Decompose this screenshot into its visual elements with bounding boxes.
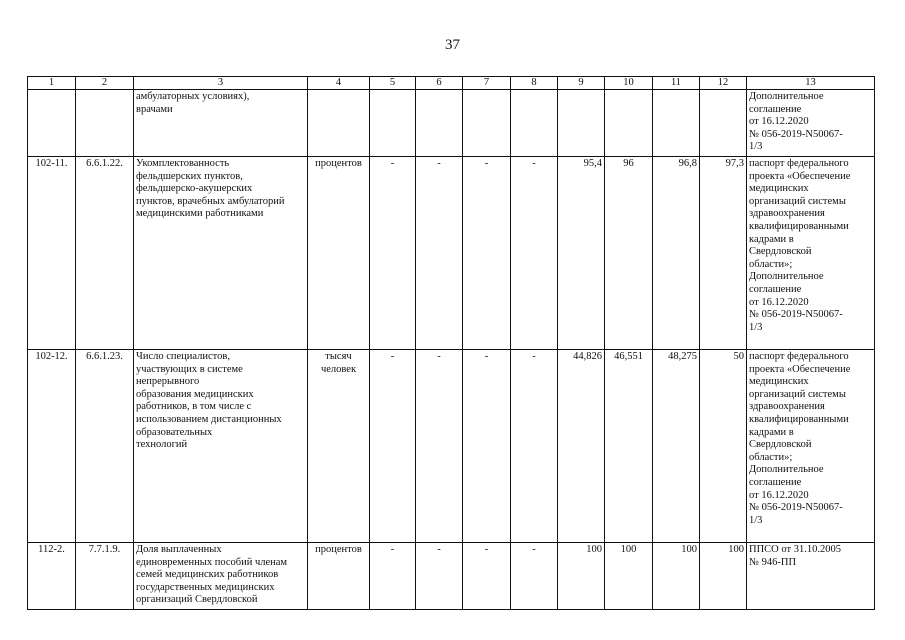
column-header: 10 — [605, 77, 653, 90]
value-cell: - — [511, 543, 558, 610]
indicator-name: Доля выплаченных единовременных пособий членам семей медицинских работников государственных медицинских организаций Свердловской — [134, 543, 308, 610]
column-header: 1 — [28, 77, 76, 90]
source-document: паспорт федерального проекта «Обеспечение медицинских организаций системы здравоохранения квалифицированными кадрами в Свердловской области»; Дополнительное соглашение от 16.12.2020 № 056-2019-N50067- 1/3 — [747, 157, 875, 350]
unit: процентов — [308, 157, 370, 350]
indicator-code — [76, 90, 134, 157]
indicator-code: 6.6.1.22. — [76, 157, 134, 350]
indicator-name: Укомплектованность фельдшерских пунктов, фельдшерско-акушерских пунктов, врачебных амбулаторий медицинскими работниками — [134, 157, 308, 350]
value-cell: - — [370, 543, 416, 610]
value-cell — [511, 90, 558, 157]
value-cell: - — [463, 157, 511, 350]
table-row — [28, 157, 875, 350]
column-header: 3 — [134, 77, 308, 90]
column-header: 6 — [416, 77, 463, 90]
source-document: Дополнительное соглашение от 16.12.2020 № 056-2019-N50067- 1/3 — [747, 90, 875, 157]
value-cell: - — [511, 157, 558, 350]
value-cell — [605, 90, 653, 157]
unit: процентов — [308, 543, 370, 610]
value-cell — [416, 90, 463, 157]
column-header: 8 — [511, 77, 558, 90]
row-number: 102-12. — [28, 350, 76, 543]
indicator-code: 6.6.1.23. — [76, 350, 134, 543]
value-cell: - — [416, 350, 463, 543]
value-cell: 97,3 — [700, 157, 747, 350]
table-header-row — [28, 77, 875, 90]
value-cell: - — [416, 157, 463, 350]
value-cell: - — [463, 543, 511, 610]
source-document: ППСО от 31.10.2005 № 946-ПП — [747, 543, 875, 610]
column-header: 12 — [700, 77, 747, 90]
value-cell: - — [463, 350, 511, 543]
value-cell — [558, 90, 605, 157]
value-cell: - — [511, 350, 558, 543]
column-header: 2 — [76, 77, 134, 90]
table-row — [28, 90, 875, 157]
value-cell: 96,8 — [653, 157, 700, 350]
value-cell: 46,551 — [605, 350, 653, 543]
row-number: 102-11. — [28, 157, 76, 350]
indicator-code: 7.7.1.9. — [76, 543, 134, 610]
table-row — [28, 543, 875, 610]
value-cell: 50 — [700, 350, 747, 543]
column-header: 7 — [463, 77, 511, 90]
value-cell: 48,275 — [653, 350, 700, 543]
value-cell: 100 — [700, 543, 747, 610]
row-number: 112-2. — [28, 543, 76, 610]
value-cell: 44,826 — [558, 350, 605, 543]
indicators-table — [27, 76, 875, 610]
page-number: 37 — [445, 37, 460, 53]
indicator-name: амбулаторных условиях), врачами — [134, 90, 308, 157]
value-cell: 100 — [558, 543, 605, 610]
value-cell: - — [370, 157, 416, 350]
value-cell — [700, 90, 747, 157]
row-number — [28, 90, 76, 157]
column-header: 4 — [308, 77, 370, 90]
column-header: 13 — [747, 77, 875, 90]
value-cell — [653, 90, 700, 157]
column-header: 11 — [653, 77, 700, 90]
column-header: 9 — [558, 77, 605, 90]
value-cell: - — [370, 350, 416, 543]
value-cell: 95,4 — [558, 157, 605, 350]
value-cell: 100 — [605, 543, 653, 610]
indicator-name: Число специалистов, участвующих в системе непрерывного образования медицинских работников, в том числе с использованием дистанционных образовательных технологий — [134, 350, 308, 543]
value-cell: 96 — [605, 157, 653, 350]
value-cell — [370, 90, 416, 157]
unit — [308, 90, 370, 157]
unit: тысяч человек — [308, 350, 370, 543]
value-cell — [463, 90, 511, 157]
value-cell: - — [416, 543, 463, 610]
column-header: 5 — [370, 77, 416, 90]
table-row — [28, 350, 875, 543]
value-cell: 100 — [653, 543, 700, 610]
source-document: паспорт федерального проекта «Обеспечение медицинских организаций системы здравоохранения квалифицированными кадрами в Свердловской области»; Дополнительное соглашение от 16.12.2020 № 056-2019-N50067- 1/3 — [747, 350, 875, 543]
